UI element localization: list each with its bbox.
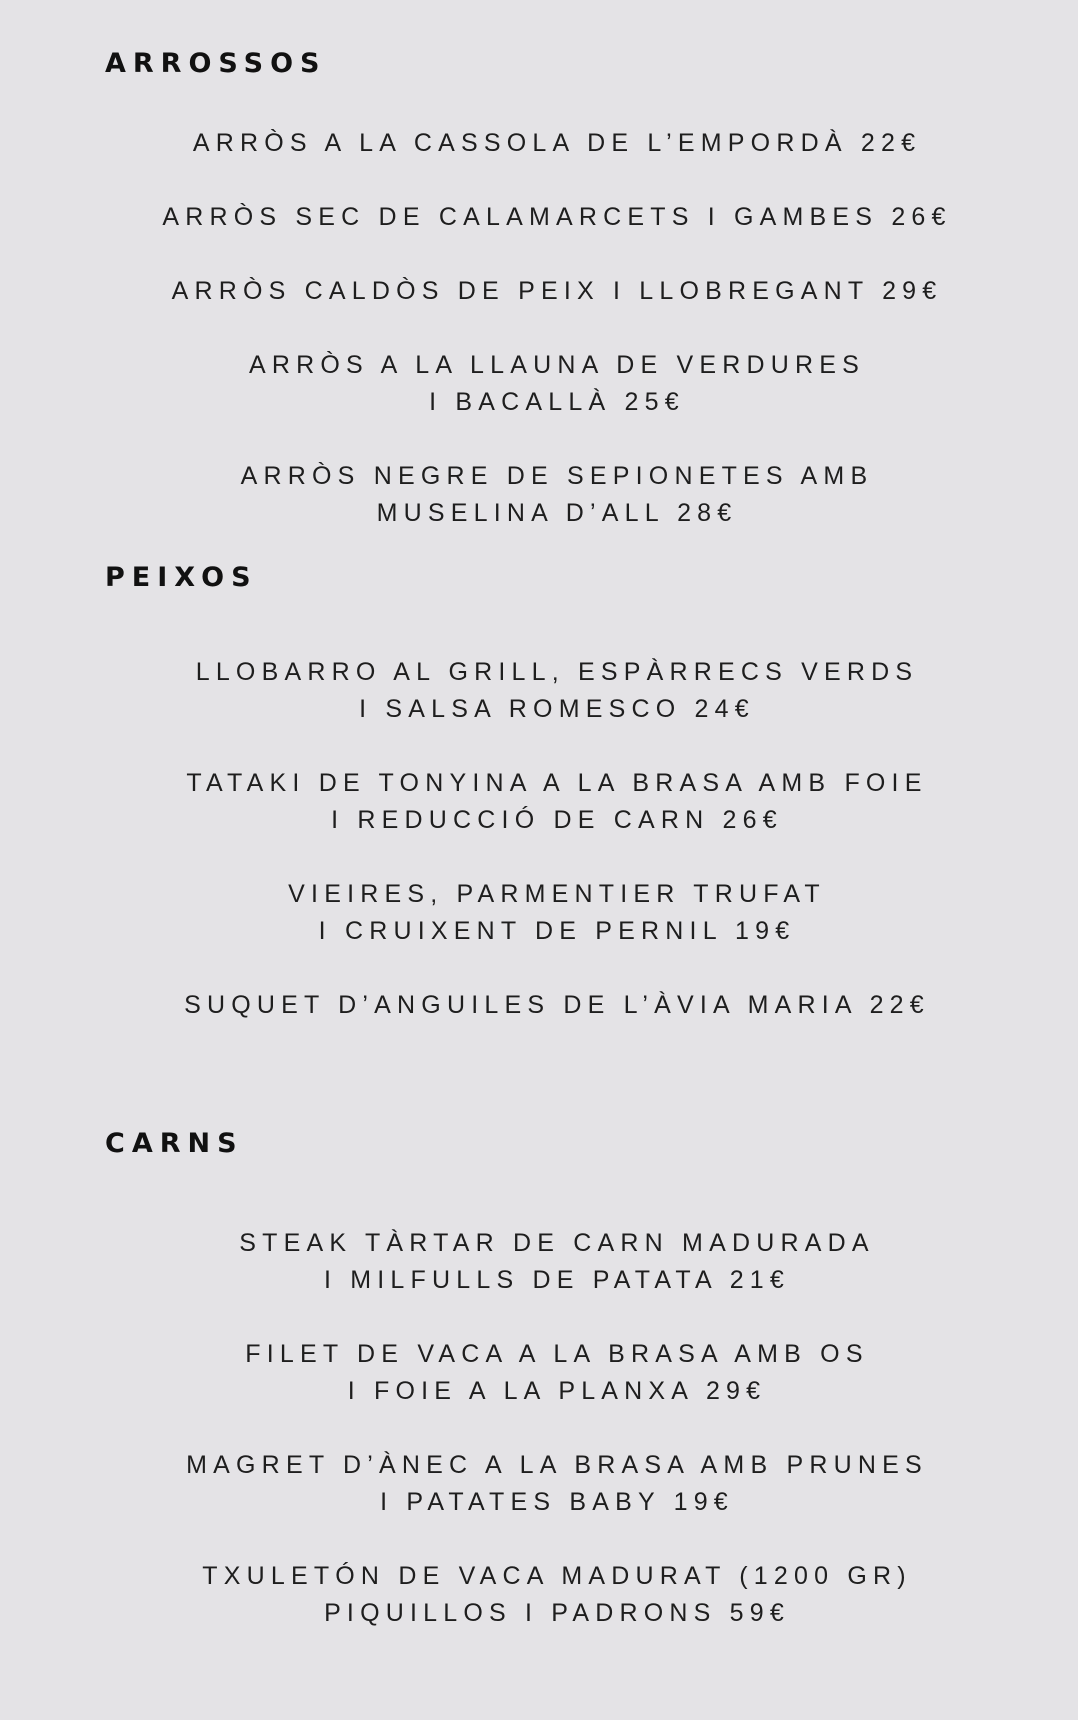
dish-line: PIQUILLOS I PADRONS 59€ [324,1599,790,1627]
dish-item [0,654,1078,728]
dish-line: VIEIRES, PARMENTIER TRUFAT [288,880,826,908]
dish-item [0,199,1078,236]
dish-item [0,458,1078,532]
dish-line: I MILFULLS DE PATATA 21€ [323,1266,791,1294]
dish-line: ARRÒS A LA CASSOLA DE L’EMPORDÀ 22€ [192,129,922,157]
dish-line: ARRÒS NEGRE DE SEPIONETES AMB [240,462,874,490]
dish-line: ARRÒS SEC DE CALAMARCETS I GAMBES 26€ [162,203,952,231]
dish-line: I FOIE A LA PLANXA 29€ [347,1377,767,1405]
dish-item [0,765,1078,839]
dish-item [0,1336,1078,1410]
dish-line: ARRÒS A LA LLAUNA DE VERDURES [248,351,866,379]
dish-line: MAGRET D’ÀNEC A LA BRASA AMB PRUNES [186,1451,928,1479]
dish-line: MUSELINA D’ALL 28€ [376,499,738,527]
dish-item [0,125,1078,162]
dish-line: LLOBARRO AL GRILL, ESPÀRRECS VERDS [195,658,919,686]
dish-line: I SALSA ROMESCO 24€ [359,695,755,723]
dish-line: I CRUIXENT DE PERNIL 19€ [318,917,796,945]
dish-line: STEAK TÀRTAR DE CARN MADURADA [239,1229,875,1257]
section-title-arrossos: ARROSSOS [105,48,327,79]
dish-line: I PATATES BABY 19€ [380,1488,734,1516]
dish-line: I REDUCCIÓ DE CARN 26€ [331,806,783,834]
dish-item [0,273,1078,310]
dish-item [0,987,1078,1024]
dish-item [0,1225,1078,1299]
section-title-carns: CARNS [105,1128,244,1159]
dish-item [0,1447,1078,1521]
dish-line: I BACALLÀ 25€ [429,388,685,416]
dish-line: ARRÒS CALDÒS DE PEIX I LLOBREGANT 29€ [171,277,943,305]
dish-item [0,1558,1078,1632]
dish-item [0,347,1078,421]
section-title-peixos: PEIXOS [105,562,258,593]
dish-line: FILET DE VACA A LA BRASA AMB OS [245,1340,869,1368]
dish-line: TXULETÓN DE VACA MADURAT (1200 GR) [202,1562,912,1590]
dish-line: SUQUET D’ANGUILES DE L’ÀVIA MARIA 22€ [184,991,930,1019]
dish-line: TATAKI DE TONYINA A LA BRASA AMB FOIE [186,769,928,797]
dish-item [0,876,1078,950]
